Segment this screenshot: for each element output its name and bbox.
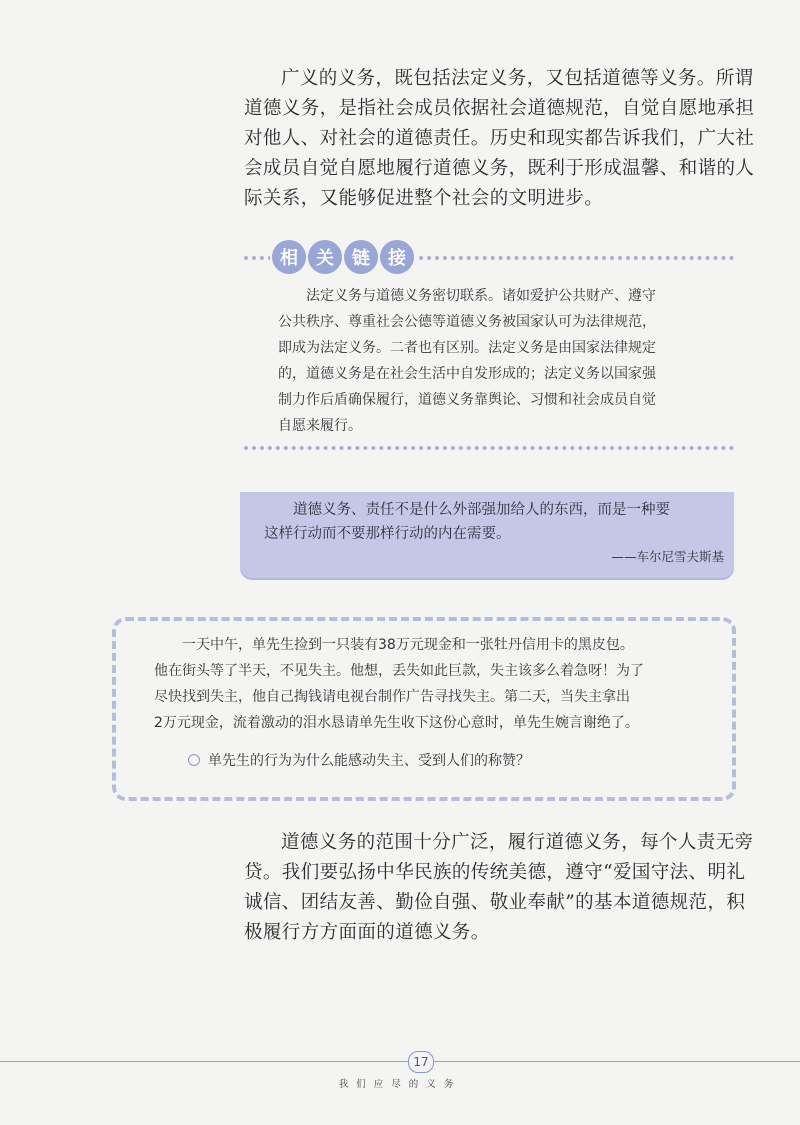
related-link-heading bbox=[272, 240, 414, 274]
text-line: 道德义务的范围十分广泛，履行道德义务，每个人责无旁 bbox=[281, 832, 754, 853]
text-line: 际关系，又能够促进整个社会的文明进步。 bbox=[244, 188, 604, 209]
text-line: 尽快找到失主，他自己掏钱请电视台制作广告寻找失主。第二天，当失主拿出 bbox=[154, 689, 630, 705]
body-paragraph-2 bbox=[244, 828, 754, 948]
quote-author: ——车尔尼雪夫斯基 bbox=[611, 549, 724, 564]
question-text: 单先生的行为为什么能感动失主、受到人们的称赞？ bbox=[208, 753, 530, 769]
text-line: 这样行动而不要那样行动的内在需要。 bbox=[264, 526, 511, 542]
text-line: 极履行方方面面的道德义务。 bbox=[244, 922, 490, 943]
text-line: 自愿来履行。 bbox=[278, 418, 362, 434]
text-line: 2万元现金，流着激动的泪水恳请单先生收下这份心意时，单先生婉言谢绝了。 bbox=[154, 715, 639, 731]
text-line: 道德义务，是指社会成员依据社会道德规范，自觉自愿地承担 bbox=[244, 98, 755, 119]
heading-char: 接 bbox=[380, 240, 414, 274]
text-line: 制力作后盾确保履行，道德义务靠舆论、习惯和社会成员自觉 bbox=[278, 392, 656, 408]
dotted-divider-bottom bbox=[244, 446, 734, 450]
heading-char: 相 bbox=[272, 240, 306, 274]
text-line: 法定义务与道德义务密切联系。诸如爱护公共财产、遵守 bbox=[306, 288, 656, 304]
case-text bbox=[140, 632, 712, 736]
circle-bullet-icon bbox=[188, 754, 200, 766]
text-line: 一天中午，单先生捡到一只装有38万元现金和一张牡丹信用卡的黑皮包。 bbox=[182, 637, 634, 653]
body-paragraph-1 bbox=[244, 64, 755, 214]
footer-rule bbox=[0, 1061, 800, 1062]
text-line: 即成为法定义务。二者也有区别。法定义务是由国家法律规定 bbox=[278, 340, 656, 356]
text-line: 贷。我们要弘扬中华民族的传统美德，遵守“爱国守法、明礼 bbox=[244, 862, 746, 883]
text-line: 会成员自觉自愿地履行道德义务，既利于形成温馨、和谐的人 bbox=[244, 158, 755, 179]
text-line: 道德义务、责任不是什么外部强加给人的东西，而是一种要 bbox=[293, 502, 670, 518]
text-line: 对他人、对社会的道德责任。历史和现实都告诉我们，广大社 bbox=[244, 128, 755, 149]
quote-text bbox=[264, 498, 714, 546]
heading-char: 链 bbox=[344, 240, 378, 274]
case-question bbox=[188, 750, 530, 770]
related-link-text bbox=[278, 283, 714, 439]
text-line: 诚信、团结友善、勤俭自强、敬业奉献”的基本道德规范，积 bbox=[244, 892, 746, 913]
text-line: 公共秩序、尊重社会公德等道德义务被国家认可为法律规范， bbox=[278, 314, 656, 330]
heading-char: 关 bbox=[308, 240, 342, 274]
page-number: 17 bbox=[408, 1051, 434, 1073]
text-line: 他在街头等了半天，不见失主。他想，丢失如此巨款，失主该多么着急呀！为了 bbox=[154, 663, 644, 679]
text-line: 广义的义务，既包括法定义务，又包括道德等义务。所谓 bbox=[281, 68, 754, 89]
footer-title: 我们应尽的义务 bbox=[338, 1079, 462, 1090]
text-line: 的，道德义务是在社会生活中自发形成的；法定义务以国家强 bbox=[278, 366, 656, 382]
